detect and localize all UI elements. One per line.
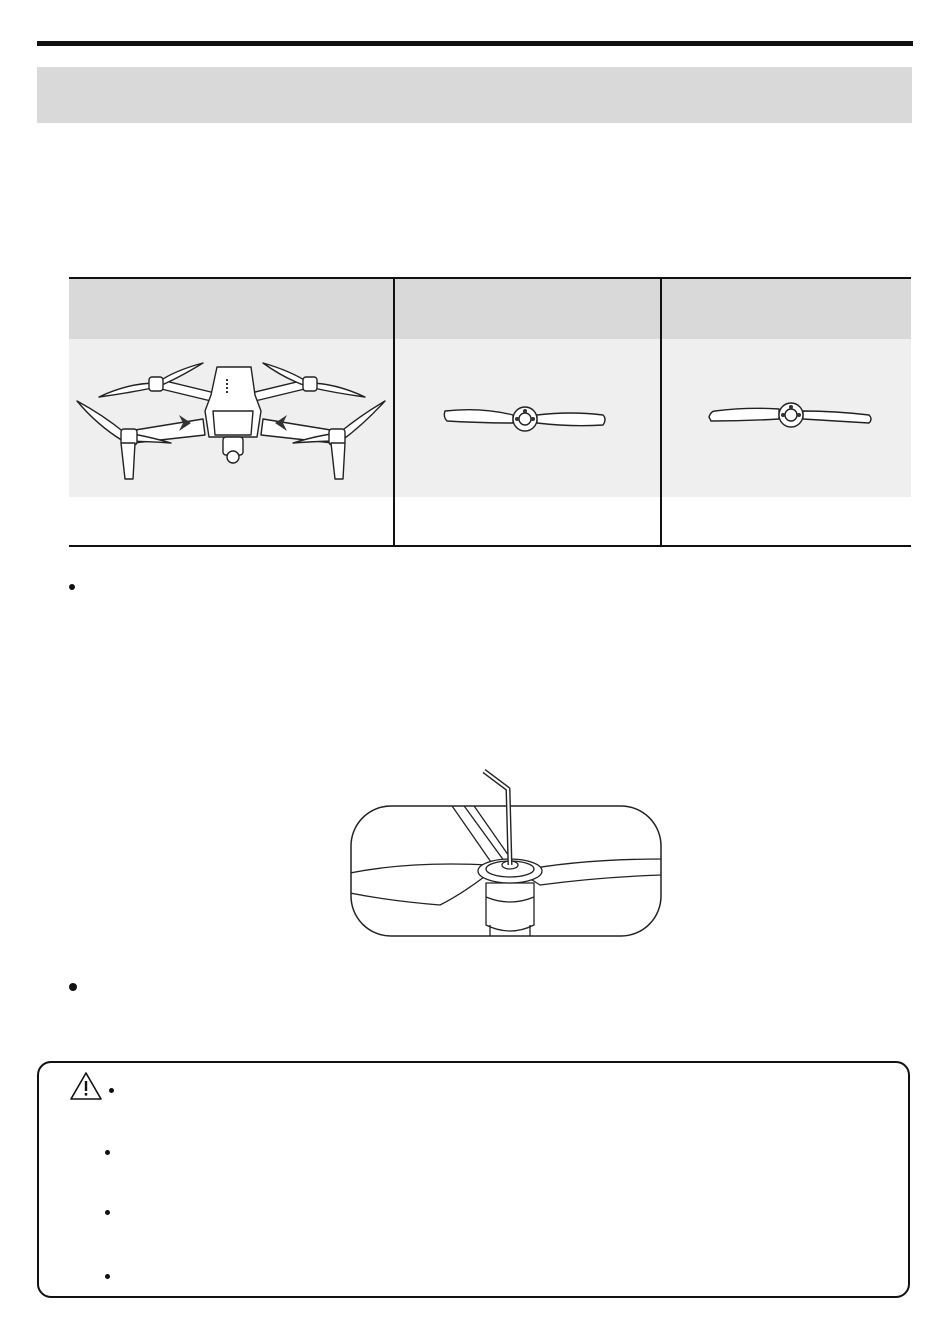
drone-illustration bbox=[73, 345, 389, 495]
table-divider-2 bbox=[660, 279, 662, 545]
top-rule bbox=[37, 41, 913, 46]
warning-box bbox=[37, 1061, 910, 1298]
section-header-band bbox=[37, 67, 912, 123]
table-top-rule bbox=[69, 277, 911, 279]
table-divider-1 bbox=[393, 279, 395, 545]
warning-item-1-bullet bbox=[109, 1088, 114, 1093]
warning-item-4-bullet bbox=[105, 1274, 110, 1279]
warning-triangle-icon bbox=[69, 1071, 103, 1101]
warning-item-3-bullet bbox=[105, 1210, 110, 1215]
note-1-bullet bbox=[69, 584, 75, 590]
warning-item-2-bullet bbox=[105, 1150, 110, 1155]
propeller-a-illustration bbox=[441, 403, 609, 437]
table-header-row bbox=[69, 279, 911, 339]
note-2-bullet bbox=[69, 983, 77, 991]
propeller-b-illustration bbox=[705, 399, 875, 433]
parts-table bbox=[69, 277, 911, 547]
table-bottom-rule bbox=[69, 545, 911, 547]
propeller-screw-hex-key-illustration bbox=[350, 765, 662, 939]
